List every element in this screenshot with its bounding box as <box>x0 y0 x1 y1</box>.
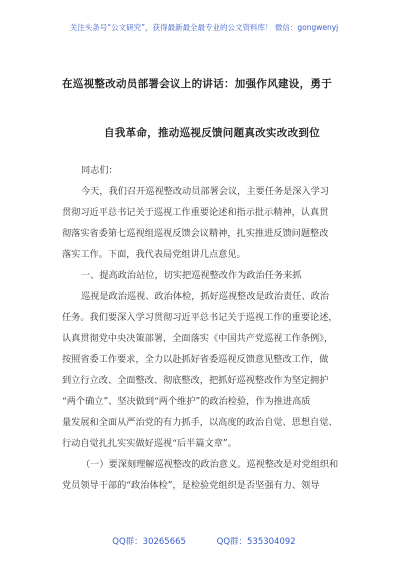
paragraph-line: （一）要深刻理解巡视整改的政治意义。巡视整改是对党组织和 <box>81 459 339 470</box>
document-title-line-1: 在巡视整改动员部署会议上的讲话：加强作风建设，勇于 <box>62 78 332 90</box>
paragraph-line: 党员领导干部的“政治体检”，是检验党组织是否坚强有力、领导 <box>62 480 320 491</box>
paragraph-line: 巡视是政治巡视、政治体检，抓好巡视整改是政治责任、政治 <box>81 291 330 302</box>
paragraph-line: 按照省委工作要求，全力以赴抓好省委巡视反馈意见整改工作，做 <box>62 354 329 365</box>
salutation: 同志们： <box>81 165 118 176</box>
paragraph-line: 贯彻习近平总书记关于巡视工作重要论述和指示批示精神，认真贯 <box>62 207 329 218</box>
header-banner: 关注头条号“公文研究”，获得最新最全最专业的公文资料库！ 微信：gongwenyj <box>69 23 339 32</box>
paragraph-line: 行动自觉扎扎实实做好巡视“后半篇文章”。 <box>62 438 237 449</box>
paragraph-line: 彻落实省委第七巡视组巡视反馈会议精神，扎实推进反馈问题整改 <box>62 228 329 239</box>
paragraph-line: 认真贯彻党中央决策部署，全面落实《中国共产党巡视工作条例》， <box>62 333 334 344</box>
paragraph-line: 落实工作。下面，我代表局党组讲几点意见。 <box>62 249 246 260</box>
document-title-line-2: 自我革命，推动巡视反馈问题真改实改改到位 <box>104 127 320 139</box>
footer-qq-group-2: QQ群：535304092 <box>216 537 296 547</box>
paragraph-line: 任务。我们要深入学习贯彻习近平总书记关于巡视工作的重要论述， <box>62 312 338 323</box>
paragraph-line: 量发展和全面从严治党的有力抓手，以高度的政治自觉、思想自觉、 <box>62 417 338 428</box>
paragraph-line: “两个确立”、坚决做到“两个维护”的政治检验，作为推进高质 <box>62 396 311 407</box>
document-body <box>62 160 360 496</box>
section-heading: 一、提高政治站位，切实把巡视整改作为政治任务来抓 <box>81 270 302 281</box>
paragraph-line: 今天，我们召开巡视整改动员部署会议，主要任务是深入学习 <box>81 186 330 197</box>
footer <box>0 535 408 547</box>
footer-qq-group-1: QQ群：30265665 <box>112 537 186 547</box>
paragraph-line: 到立行立改、全面整改、彻底整改，把抓好巡视整改作为坚定拥护 <box>62 375 329 386</box>
